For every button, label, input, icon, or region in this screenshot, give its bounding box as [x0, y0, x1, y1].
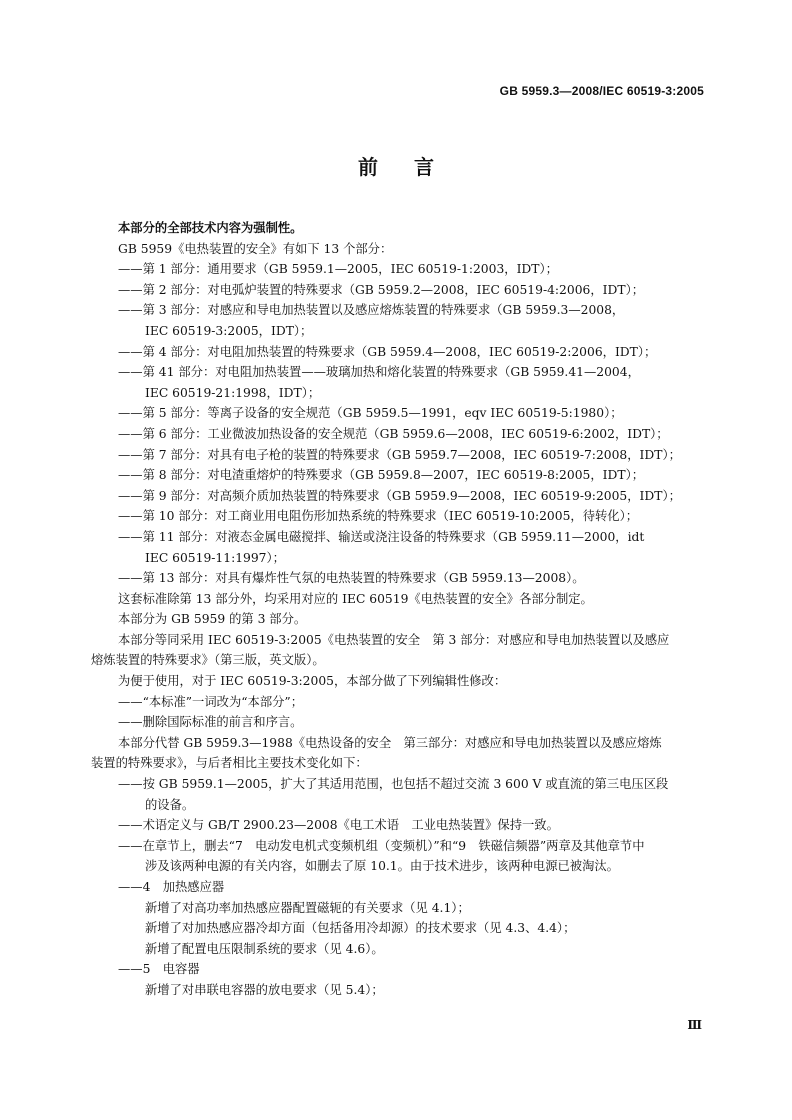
paragraph-line: GB 5959《电热装置的安全》有如下 13 个部分：	[118, 241, 393, 256]
paragraph-line: 熔炼装置的特殊要求》（第三版，英文版）。	[91, 653, 325, 668]
paragraph-line: ——第 41 部分：对电阻加热装置——玻璃加热和熔化装置的特殊要求（GB 5959.41—2004，	[118, 365, 640, 380]
paragraph-line: 装置的特殊要求》，与后者相比主要技术变化如下：	[91, 756, 368, 771]
paragraph-line: 本部分等同采用 IEC 60519-3:2005《电热装置的安全 第 3 部分：对感应和导电加热装置以及感应	[118, 632, 670, 647]
paragraph-line: ——第 4 部分：对电阻加热装置的特殊要求（GB 5959.4—2008，IEC 60519-2:2006，IDT）；	[118, 344, 657, 359]
paragraph-line: ——第 8 部分：对电渣重熔炉的特殊要求（GB 5959.8—2007，IEC 60519-8:2005，IDT）；	[118, 468, 645, 483]
paragraph-line: 本部分为 GB 5959 的第 3 部分。	[118, 612, 307, 627]
paragraph-line: 本部分的全部技术内容为强制性。	[118, 221, 303, 235]
paragraph-line: ——第 11 部分：对液态金属电磁搅拌、输送或浇注设备的特殊要求（GB 5959.11—2000，idt	[118, 529, 645, 544]
paragraph-line: 为便于使用，对于 IEC 60519-3:2005，本部分做了下列编辑性修改：	[118, 674, 507, 689]
page-number: Ⅲ	[687, 1018, 702, 1032]
paragraph-line: ——“本标准”一词改为“本部分”；	[118, 694, 304, 709]
paragraph-line: ——按 GB 5959.1—2005，扩大了其适用范围，也包括不超过交流 3 600 V 或直流的第三电压区段	[118, 777, 669, 792]
paragraph-line: 新增了对高功率加热感应器配置磁轭的有关要求（见 4.1）；	[145, 900, 470, 915]
paragraph-line: ——术语定义与 GB/T 2900.23—2008《电工术语 工业电热装置》保持一致。	[118, 818, 559, 833]
paragraph-line: IEC 60519-3:2005，IDT）；	[145, 323, 313, 338]
paragraph-line: ——删除国际标准的前言和序言。	[118, 715, 303, 730]
paragraph-line: ——第 1 部分：通用要求（GB 5959.1—2005，IEC 60519-1:2003，IDT）；	[118, 262, 558, 277]
paragraph-line: ——第 7 部分：对具有电子枪的装置的特殊要求（GB 5959.7—2008，IEC 60519-7:2008，IDT）；	[118, 447, 681, 462]
paragraph-line: ——第 6 部分：工业微波加热设备的安全规范（GB 5959.6—2008，IEC 60519-6:2002，IDT）；	[118, 426, 669, 441]
foreword-body	[91, 218, 704, 1001]
paragraph-line: ——第 3 部分：对感应和导电加热装置以及感应熔炼装置的特殊要求（GB 5959.3—2008，	[118, 303, 625, 318]
paragraph-line: 新增了对加热感应器冷却方面（包括备用冷却源）的技术要求（见 4.3、4.4）；	[145, 921, 576, 936]
paragraph-line: ——第 10 部分：对工商业用电阻伤形加热系统的特殊要求（IEC 60519-10:2005，待转化）；	[118, 509, 639, 524]
page-title: 前言	[358, 155, 470, 179]
paragraph-line: ——5 电容器	[118, 962, 200, 977]
paragraph-line: IEC 60519-21:1998，IDT）；	[145, 385, 321, 400]
paragraph-line: ——第 5 部分：等离子设备的安全规范（GB 5959.5—1991，eqv IEC 60519-5:1980）；	[118, 406, 623, 421]
paragraph-line: ——4 加热感应器	[118, 880, 225, 894]
paragraph-line: ——第 9 部分：对高频介质加热装置的特殊要求（GB 5959.9—2008，IEC 60519-9:2005，IDT）；	[118, 488, 681, 503]
paragraph-line: ——第 13 部分：对具有爆炸性气氛的电热装置的特殊要求（GB 5959.13—2008）。	[118, 571, 585, 586]
paragraph-line: ——在章节上，删去“7 电动发电机式变频机组（变频机）”和“9 铁磁信频器”两章及其他章节中	[118, 838, 645, 853]
paragraph-line: IEC 60519-11:1997）；	[145, 550, 285, 565]
paragraph-line: 新增了对串联电容器的放电要求（见 5.4）；	[145, 982, 384, 997]
paragraph-line: ——第 2 部分：对电弧炉装置的特殊要求（GB 5959.2—2008，IEC 60519-4:2006，IDT）；	[118, 282, 645, 297]
paragraph-line: 涉及该两种电源的有关内容，如删去了原 10.1。由于技术进步，该两种电源已被淘汰。	[145, 859, 619, 874]
paragraph-line: 的设备。	[145, 797, 195, 812]
paragraph-line: 本部分代替 GB 5959.3—1988《电热设备的安全 第三部分：对感应和导电加热装置以及感应熔炼	[118, 735, 662, 750]
paragraph-line: 这套标准除第 13 部分外，均采用对应的 IEC 60519《电热装置的安全》各部分制定。	[118, 591, 593, 606]
paragraph-line: 新增了配置电压限制系统的要求（见 4.6）。	[145, 941, 384, 956]
standard-code-header: GB 5959.3—2008/IEC 60519-3:2005	[499, 84, 704, 98]
